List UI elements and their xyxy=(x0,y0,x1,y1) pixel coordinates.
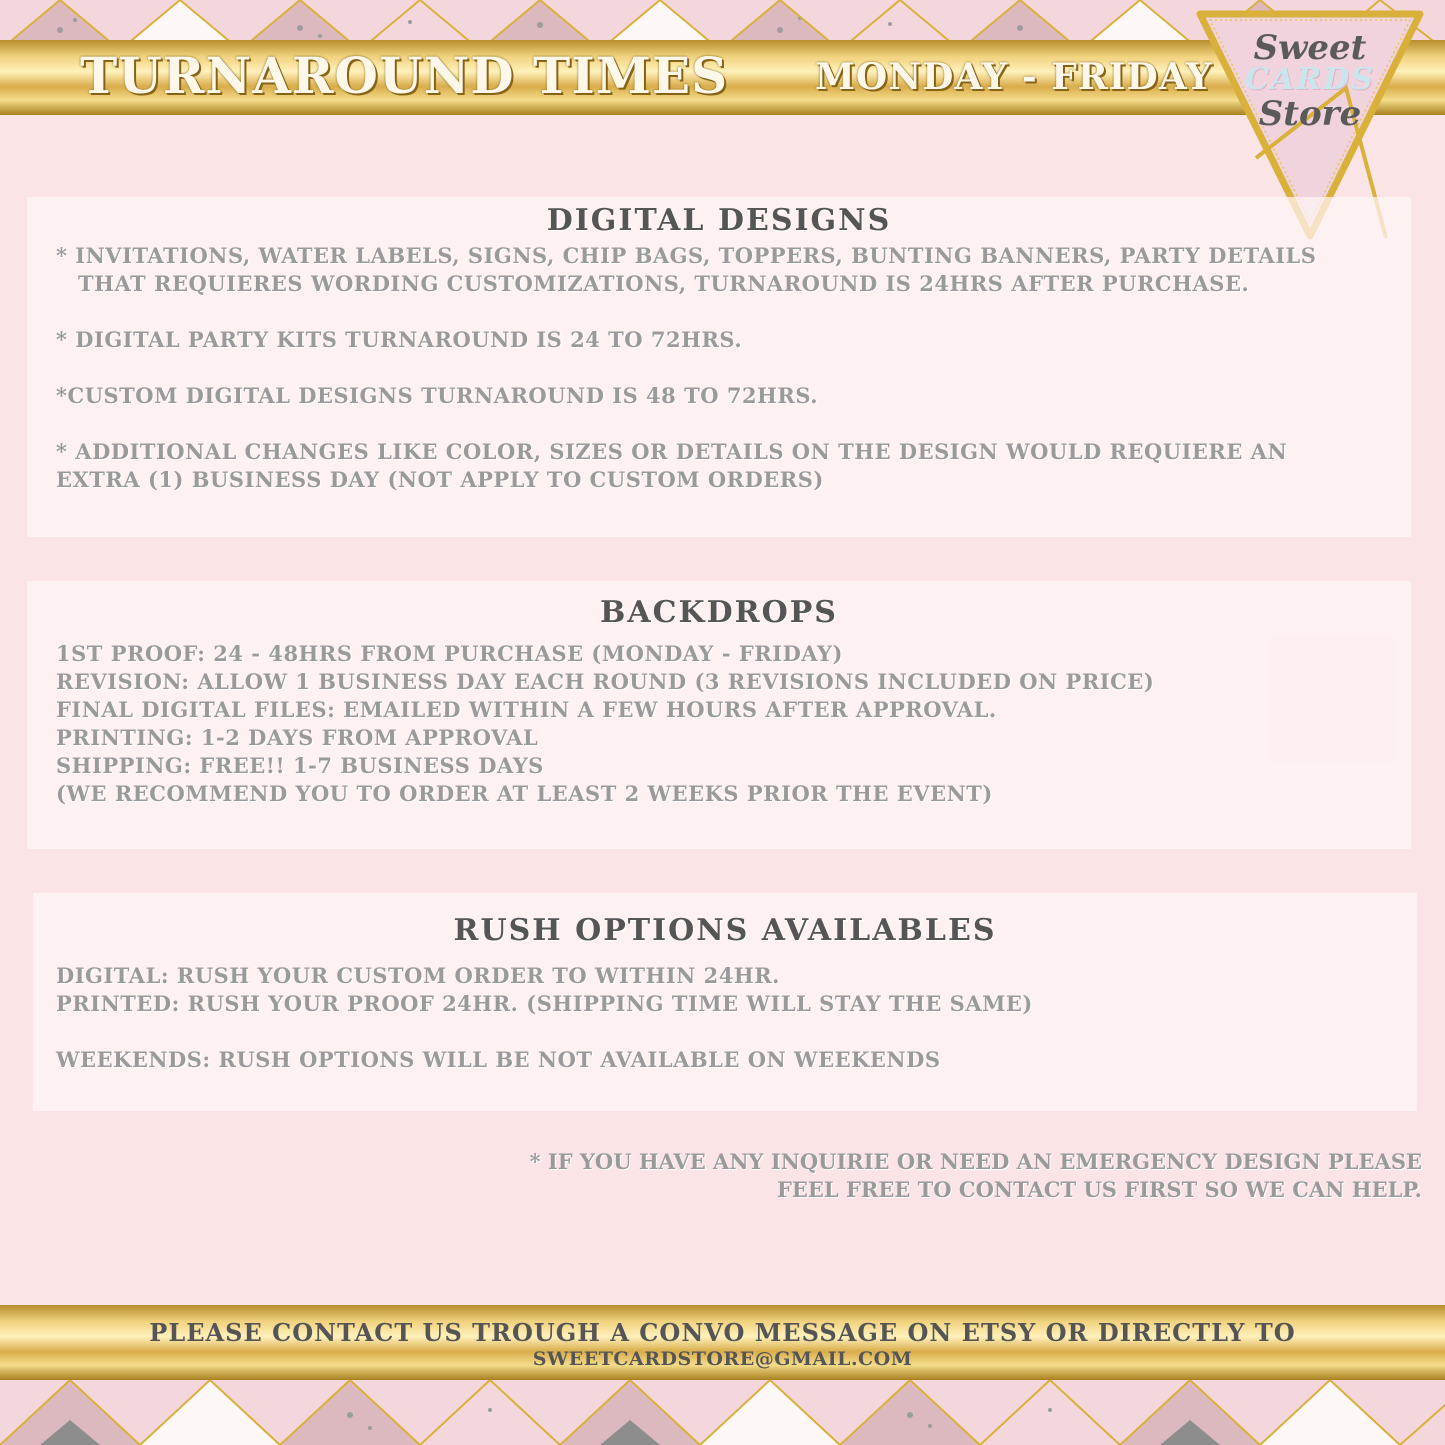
backdrops-line-3: FINAL DIGITAL FILES: EMAILED WITHIN A FEW HOURS AFTER APPROVAL. xyxy=(56,697,997,722)
footnote-line-2: FEEL FREE TO CONTACT US FIRST SO WE CAN HELP. xyxy=(776,1177,1422,1202)
logo-line-2: CARDS xyxy=(1245,62,1375,97)
digital-line-2: THAT REQUIERES WORDING CUSTOMIZATIONS, TURNAROUND IS 24HRS AFTER PURCHASE. xyxy=(78,271,1250,296)
rush-options-title: RUSH OPTIONS AVAILABLES xyxy=(453,913,997,948)
digital-designs-panel xyxy=(27,197,1411,537)
digital-designs-title: DIGITAL DESIGNS xyxy=(546,203,892,238)
rush-line-2: PRINTED: RUSH YOUR PROOF 24HR. (SHIPPING TIME WILL STAY THE SAME) xyxy=(56,991,1033,1016)
footer-email[interactable]: SWEETCARDSTORE@GMAIL.COM xyxy=(532,1348,913,1370)
business-days-label: MONDAY - FRIDAY xyxy=(815,56,1213,98)
rush-line-1: DIGITAL: RUSH YOUR CUSTOM ORDER TO WITHIN 24HR. xyxy=(56,963,780,988)
footer-contact-text: PLEASE CONTACT US TROUGH A CONVO MESSAGE ON ETSY OR DIRECTLY TO xyxy=(149,1318,1296,1347)
rush-options-panel xyxy=(33,893,1417,1111)
backdrops-line-6: (WE RECOMMEND YOU TO ORDER AT LEAST 2 WEEKS PRIOR THE EVENT) xyxy=(56,781,993,806)
rush-line-3: WEEKENDS: RUSH OPTIONS WILL BE NOT AVAILABLE ON WEEKENDS xyxy=(56,1047,941,1072)
backdrops-title: BACKDROPS xyxy=(600,595,838,630)
digital-line-4: *CUSTOM DIGITAL DESIGNS TURNAROUND IS 48 TO 72HRS. xyxy=(56,383,819,408)
contact-footnote xyxy=(500,1148,1422,1204)
backdrops-panel xyxy=(27,581,1411,849)
digital-line-3: * DIGITAL PARTY KITS TURNAROUND IS 24 TO 72HRS. xyxy=(56,327,743,352)
digital-line-6: EXTRA (1) BUSINESS DAY (NOT APPLY TO CUSTOM ORDERS) xyxy=(56,467,824,492)
digital-line-5: * ADDITIONAL CHANGES LIKE COLOR, SIZES OR DETAILS ON THE DESIGN WOULD REQUIERE AN xyxy=(56,439,1288,464)
footnote-line-1: * IF YOU HAVE ANY INQUIRIE OR NEED AN EMERGENCY DESIGN PLEASE xyxy=(529,1149,1422,1174)
backdrops-line-1: 1ST PROOF: 24 - 48HRS FROM PURCHASE (MONDAY - FRIDAY) xyxy=(56,641,843,666)
backdrops-line-2: REVISION: ALLOW 1 BUSINESS DAY EACH ROUND (3 REVISIONS INCLUDED ON PRICE) xyxy=(56,669,1155,694)
backdrops-line-5: SHIPPING: FREE!! 1-7 BUSINESS DAYS xyxy=(56,753,544,778)
logo-line-3: Store xyxy=(1258,94,1362,134)
backdrops-line-4: PRINTING: 1-2 DAYS FROM APPROVAL xyxy=(56,725,539,750)
logo-line-1: Sweet xyxy=(1253,28,1367,68)
page-title: TURNAROUND TIMES xyxy=(80,46,729,105)
bottom-pattern-strip xyxy=(0,1380,1445,1445)
digital-line-1: * INVITATIONS, WATER LABELS, SIGNS, CHIP BAGS, TOPPERS, BUNTING BANNERS, PARTY DETAILS xyxy=(56,243,1317,268)
